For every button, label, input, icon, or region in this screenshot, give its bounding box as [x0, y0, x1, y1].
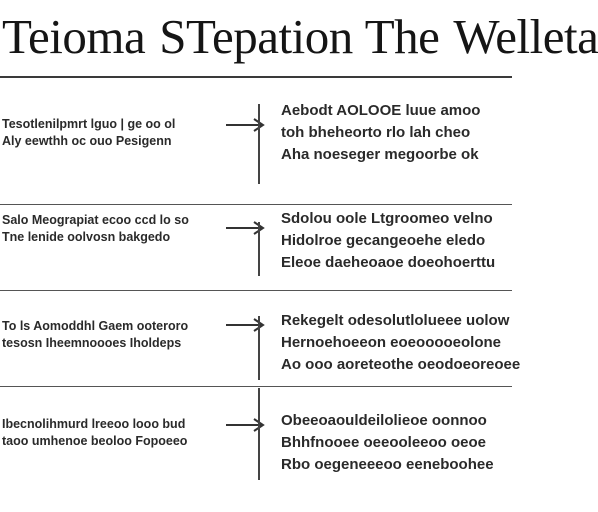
row-1-right-line-3: Aha noeseger megoorbe ok — [281, 146, 479, 163]
row-1-right-cell — [281, 100, 512, 166]
table-row-2 — [0, 212, 512, 284]
title-word-1: Teioma — [2, 9, 146, 64]
row-4-right-line-3: Rbo oegeneeeoo eeneboohee — [281, 456, 494, 473]
row-1-divider-line — [258, 104, 260, 184]
row-3-right-cell — [281, 310, 521, 376]
row-3-left-cell — [2, 318, 224, 352]
row-3-right-line-2: Hernoehoeeon eoeooooeolone — [281, 334, 502, 351]
row-3-left-line-1: To ls Aomoddhl Gaem ooteroro — [2, 319, 189, 333]
row-4-right-cell — [281, 410, 512, 476]
row-2-left-line-2: Tne lenide oolvosn bakgedo — [2, 230, 171, 244]
page-title — [0, 8, 598, 66]
row-2-left-cell — [2, 212, 224, 246]
row-divider-3 — [0, 386, 512, 387]
row-2-divider-line — [258, 222, 260, 276]
row-2-arrow-icon — [226, 221, 266, 235]
row-1-left-line-1: Tesotlenilpmrt lguo | ge oo ol — [2, 117, 176, 131]
row-1-left-cell — [2, 116, 224, 150]
row-divider-1 — [0, 204, 512, 205]
row-4-right-line-2: Bhhfnooee oeeooleeoo oeoe — [281, 434, 487, 451]
row-2-right-cell — [281, 208, 512, 274]
row-3-left-line-2: tesosn Iheemnoooes Iholdeps — [2, 336, 182, 350]
row-1-right-line-1: Aebodt AOLOOE luue amoo — [281, 102, 481, 119]
row-4-left-cell — [2, 416, 224, 450]
title-word-3: The — [364, 9, 440, 64]
row-divider-2 — [0, 290, 512, 291]
title-word-4: Welleta — [453, 9, 598, 64]
table-top-rule — [0, 76, 512, 78]
row-4-right-line-1: Obeeoaouldeilolieoe oonnoo — [281, 412, 487, 429]
row-4-divider-line — [258, 388, 260, 480]
row-1-right-line-2: toh bheheorto rlo lah cheo — [281, 124, 471, 141]
row-4-left-line-1: Ibecnolihmurd lreeoo looo bud — [2, 417, 186, 431]
row-4-arrow-icon — [226, 418, 266, 432]
row-2-right-line-2: Hidolroe gecangeoehe eledo — [281, 232, 486, 249]
row-3-arrow-icon — [226, 318, 266, 332]
table-row-1 — [0, 102, 512, 178]
row-1-arrow-icon — [226, 118, 266, 132]
row-2-right-line-1: Sdolou oole Ltgroomeo velno — [281, 210, 493, 227]
table-row-3 — [0, 312, 521, 382]
row-4-left-line-2: taoo umhenoe beoloo Fopoeeo — [2, 434, 188, 448]
table-row-4 — [0, 414, 512, 484]
row-2-right-line-3: Eleoe daeheoaoe doeohoerttu — [281, 254, 496, 271]
title-word-2: STepation — [159, 9, 353, 64]
row-2-left-line-1: Salo Meograpiat ecoo ccd lo so — [2, 213, 189, 227]
row-3-right-line-3: Ao ooo aoreteothe oeodoeoreoee — [281, 356, 521, 373]
row-1-left-line-2: Aly eewthh oc ouo Pesigenn — [2, 134, 172, 148]
row-3-right-line-1: Rekegelt odesolutlolueee uolow — [281, 312, 510, 329]
row-3-divider-line — [258, 316, 260, 380]
